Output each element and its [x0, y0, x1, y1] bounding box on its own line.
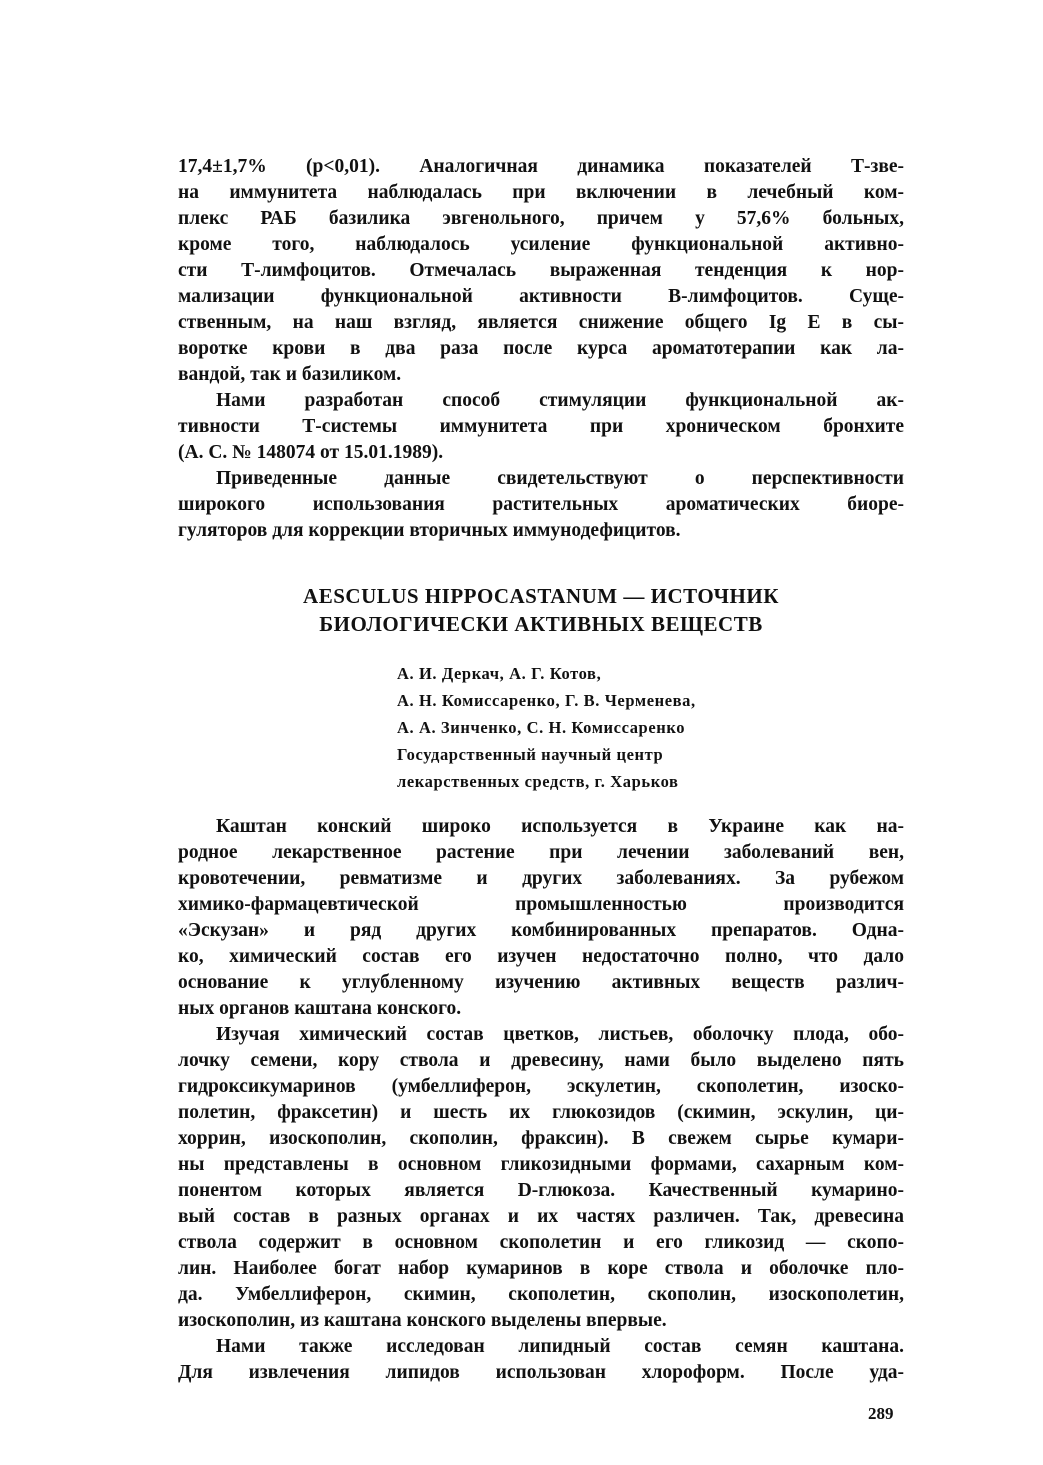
text-line: Приведенные данные свидетельствуют о перспективности — [216, 468, 904, 489]
text-line: воротке крови в два раза после курса ароматотерапии как ла- — [178, 338, 904, 359]
article-paragraph-1 — [178, 814, 904, 1022]
text-line: лочку семени, кору ствола и древесину, нами было выделено пять — [178, 1050, 904, 1071]
text-line: 17,4±1,7% (р<0,01). Аналогичная динамика показателей Т-зве- — [178, 156, 904, 177]
article-paragraph-3 — [178, 1334, 904, 1386]
text-line: гидроксикумаринов (умбеллиферон, эскулетин, скополетин, изоско- — [178, 1076, 904, 1097]
text-line: ственным, на наш взгляд, является снижение общего Ig E в сы- — [178, 312, 904, 333]
text-line: основание к углубленному изучению активных веществ различ- — [178, 972, 904, 993]
title-line: AESCULUS HIPPOCASTANUM — ИСТОЧНИК — [303, 584, 779, 608]
text-line: да. Умбеллиферон, скимин, скополетин, скополин, изоскополетин, — [178, 1284, 904, 1305]
article-authors — [397, 660, 817, 795]
text-line: Нами разработан способ стимуляции функциональной ак- — [216, 390, 904, 411]
text-line: химико-фармацевтической промышленностью производится — [178, 894, 904, 915]
text-line: ны представлены в основном гликозидными формами, сахарным ком- — [178, 1154, 904, 1175]
title-line: БИОЛОГИЧЕСКИ АКТИВНЫХ ВЕЩЕСТВ — [319, 612, 763, 636]
text-line: «Эскузан» и ряд других комбинированных препаратов. Одна- — [178, 920, 904, 941]
text-line: родное лекарственное растение при лечении заболеваний вен, — [178, 842, 904, 863]
text-line: хоррин, изоскополин, скополин, фраксин). В свежем сырье кумари- — [178, 1128, 904, 1149]
page-number: 289 — [868, 1404, 894, 1423]
intro-text-block — [178, 154, 904, 544]
text-line: широкого использования растительных ароматических биоре- — [178, 494, 904, 515]
author-line: А. Н. Комиссаренко, Г. В. Черменева, — [397, 691, 696, 710]
intro-paragraph-2 — [178, 388, 904, 466]
text-line: Для извлечения липидов использован хлороформ. После уда- — [178, 1362, 904, 1383]
text-line: кроме того, наблюдалось усиление функциональной активно- — [178, 234, 904, 255]
text-line: сти Т-лимфоцитов. Отмечалась выраженная тенденция к нор- — [178, 260, 904, 281]
text-line: вандой, так и базиликом. — [178, 364, 402, 385]
text-line: на иммунитета наблюдалась при включении в лечебный ком- — [178, 182, 904, 203]
author-line: А. И. Деркач, А. Г. Котов, — [397, 664, 602, 683]
text-line: ствола содержит в основном скополетин и его гликозид — скопо- — [178, 1232, 904, 1253]
text-line: понентом которых является D-глюкоза. Качественный кумарино- — [178, 1180, 904, 1201]
text-line: гуляторов для коррекции вторичных иммунодефицитов. — [178, 520, 681, 541]
affiliation-line: лекарственных средств, г. Харьков — [397, 772, 679, 791]
text-line: полетин, фраксетин) и шесть их глюкозидов (скимин, эскулин, ци- — [178, 1102, 904, 1123]
intro-paragraph-1 — [178, 154, 904, 388]
text-line: ных органов каштана конского. — [178, 998, 462, 1019]
article-body — [178, 814, 904, 1386]
text-line: Нами также исследован липидный состав семян каштана. — [216, 1336, 904, 1357]
text-line: плекс РАБ базилика эвгенольного, причем у 57,6% больных, — [178, 208, 904, 229]
affiliation-line: Государственный научный центр — [397, 745, 664, 764]
text-line: мализации функциональной активности В-лимфоцитов. Суще- — [178, 286, 904, 307]
text-line: кровотечении, ревматизме и других заболеваниях. За рубежом — [178, 868, 904, 889]
text-line: ко, химический состав его изучен недостаточно полно, что дало — [178, 946, 904, 967]
text-line: изоскополин, из каштана конского выделены впервые. — [178, 1310, 667, 1331]
text-line: вый состав в разных органах и их частях различен. Так, древесина — [178, 1206, 904, 1227]
text-line: (А. С. № 148074 от 15.01.1989). — [178, 442, 444, 463]
text-line: лин. Наиболее богат набор кумаринов в коре ствола и оболочке пло- — [178, 1258, 904, 1279]
text-line: тивности Т-системы иммунитета при хроническом бронхите — [178, 416, 904, 437]
article-paragraph-2 — [178, 1022, 904, 1334]
article-title — [178, 582, 904, 638]
intro-paragraph-3 — [178, 466, 904, 544]
author-line: А. А. Зинченко, С. Н. Комиссаренко — [397, 718, 686, 737]
text-line: Каштан конский широко используется в Украине как на- — [216, 816, 904, 837]
text-line: Изучая химический состав цветков, листьев, оболочку плода, обо- — [216, 1024, 904, 1045]
